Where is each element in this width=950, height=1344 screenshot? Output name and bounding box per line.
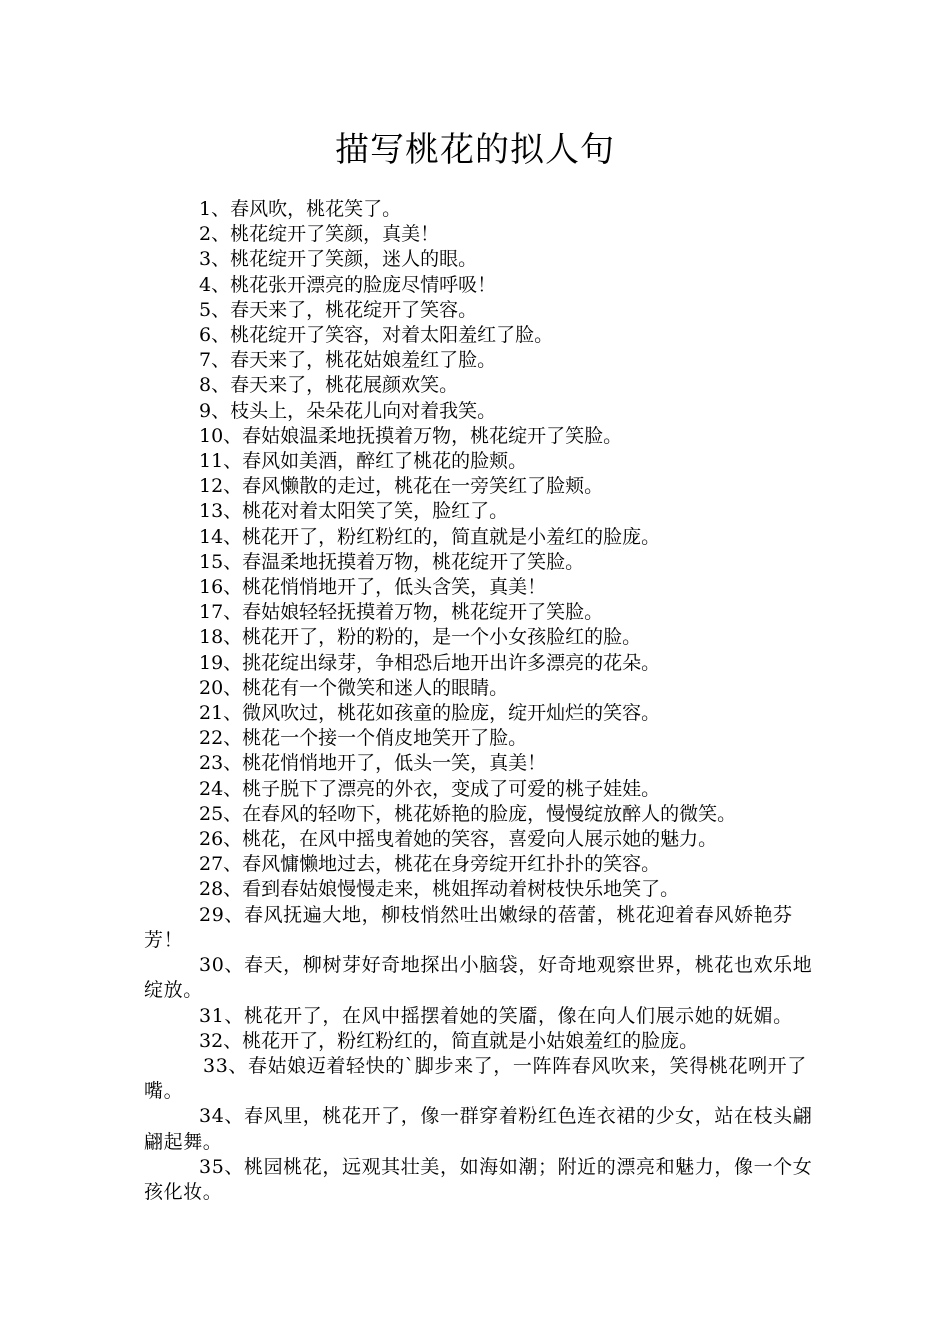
list-item: 35、桃园桃花，远观其壮美，如海如潮；附近的漂亮和魅力，像一个女孩化妆。 — [144, 1155, 813, 1203]
list-item: 10、春姑娘温柔地抚摸着万物，桃花绽开了笑脸。 — [199, 424, 623, 447]
list-item: 13、桃花对着太阳笑了笑，脸红了。 — [199, 500, 509, 523]
list-item: 8、春天来了，桃花展颜欢笑。 — [199, 374, 459, 397]
list-item: 34、春风里，桃花开了，像一群穿着粉红色连衣裙的少女，站在枝头翩翩起舞。 — [144, 1105, 813, 1153]
list-item: 12、春风懒散的走过，桃花在一旁笑红了脸颊。 — [199, 475, 604, 498]
list-item: 27、春风慵懒地过去，桃花在身旁绽开红扑扑的笑容。 — [199, 853, 661, 876]
list-item: 25、在春风的轻吻下，桃花娇艳的脸庞，慢慢绽放醉人的微笑。 — [199, 802, 737, 825]
sentence-list — [144, 197, 816, 1205]
list-item: 26、桃花，在风中摇曳着她的笑容，喜爱向人展示她的魅力。 — [199, 828, 718, 851]
list-item: 14、桃花开了，粉红粉红的，简直就是小羞红的脸庞。 — [199, 525, 661, 548]
list-item: 15、春温柔地抚摸着万物，桃花绽开了笑脸。 — [199, 550, 585, 573]
list-item: 1、春风吹，桃花笑了。 — [199, 198, 402, 220]
list-item: 11、春风如美酒，醉红了桃花的脸颊。 — [199, 450, 528, 473]
list-item: 18、桃花开了，粉的粉的，是一个小女孩脸红的脸。 — [199, 626, 642, 649]
list-item: 3、桃花绽开了笑颜，迷人的眼。 — [199, 248, 478, 271]
list-item: 16、桃花悄悄地开了，低头含笑，真美！ — [199, 576, 547, 599]
list-item: 2、桃花绽开了笑颜，真美！ — [199, 223, 440, 246]
page-title: 描写桃花的拟人句 — [335, 130, 615, 170]
list-item: 6、桃花绽开了笑容，对着太阳羞红了脸。 — [199, 324, 554, 347]
list-item: 9、枝头上，朵朵花儿向对着我笑。 — [199, 399, 497, 422]
list-item: 20、桃花有一个微笑和迷人的眼睛。 — [199, 676, 509, 699]
list-item: 23、桃花悄悄地开了，低头一笑，真美！ — [199, 752, 547, 775]
list-item: 30、春天，柳树芽好奇地探出小脑袋，好奇地观察世界，桃花也欢乐地绽放。 — [144, 954, 813, 1002]
list-item: 33、春姑娘迈着轻快的`脚步来了，一阵阵春风吹来，笑得桃花咧开了嘴。 — [144, 1054, 807, 1103]
list-item: 28、看到春姑娘慢慢走来，桃姐挥动着树枝快乐地笑了。 — [199, 878, 680, 901]
list-item: 29、春风抚遍大地，柳枝悄然吐出嫩绿的蓓蕾，桃花迎着春风娇艳芬芳！ — [144, 903, 793, 951]
list-item: 24、桃子脱下了漂亮的外衣，变成了可爱的桃子娃娃。 — [199, 777, 661, 800]
list-item: 22、桃花一个接一个俏皮地笑开了脸。 — [199, 727, 528, 750]
list-item: 4、桃花张开漂亮的脸庞尽情呼吸！ — [199, 273, 497, 296]
list-item: 31、桃花开了，在风中摇摆着她的笑靥，像在向人们展示她的妩媚。 — [199, 1004, 793, 1027]
list-item: 17、春姑娘轻轻抚摸着万物，桃花绽开了笑脸。 — [199, 601, 604, 624]
list-item: 21、微风吹过，桃花如孩童的脸庞，绽开灿烂的笑容。 — [199, 702, 661, 725]
list-item: 5、春天来了，桃花绽开了笑容。 — [199, 298, 478, 321]
list-item: 19、挑花绽出绿芽，争相恐后地开出许多漂亮的花朵。 — [199, 651, 661, 674]
list-item: 7、春天来了，桃花姑娘羞红了脸。 — [199, 349, 497, 372]
list-item: 32、桃花开了，粉红粉红的，简直就是小姑娘羞红的脸庞。 — [199, 1029, 699, 1052]
